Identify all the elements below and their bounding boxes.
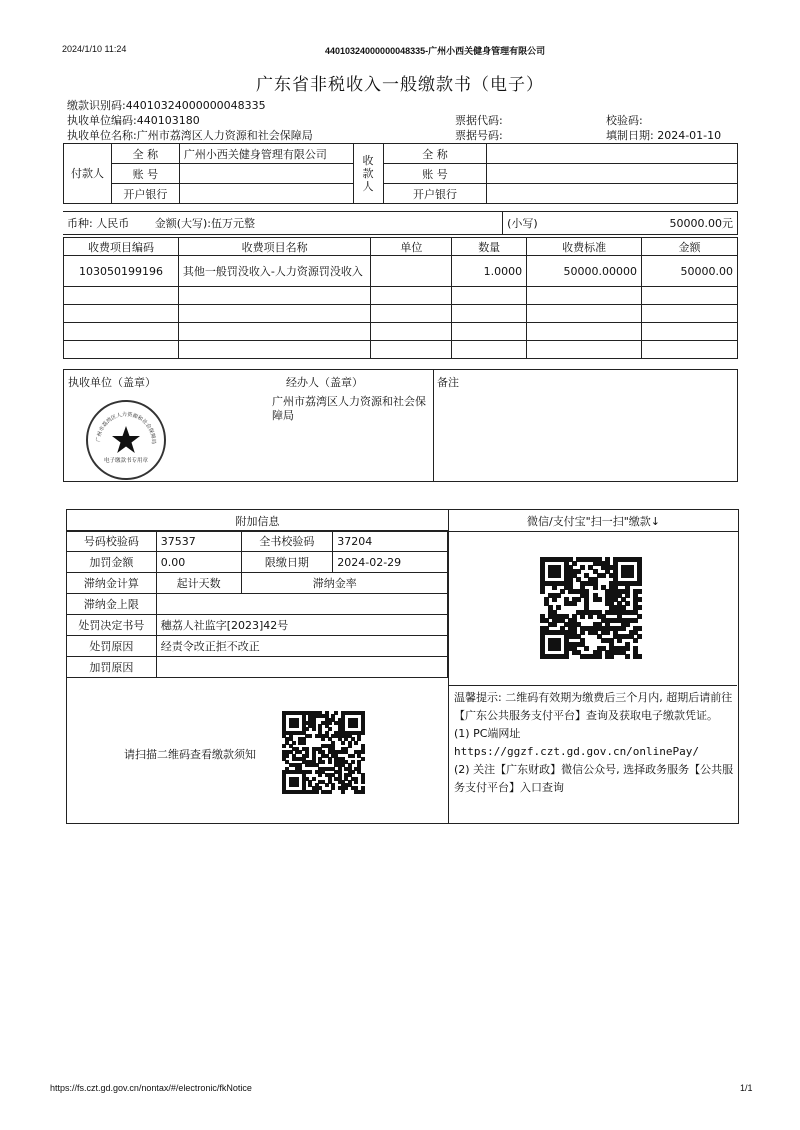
items-table [63,237,738,359]
qr-module [556,573,561,578]
section-divider [448,510,449,823]
qr-module [328,790,332,794]
payee-bank-value [487,184,738,204]
late-rate-label: 滞纳金率 [312,577,357,590]
divider [433,370,434,481]
full-check: 37204 [333,531,448,552]
qr-module [617,638,622,643]
qr-module [633,618,638,623]
payer-side-label: 付款人 [64,144,112,204]
col-header-std: 收费标准 [527,238,642,256]
signoff-section [63,369,738,482]
payee-account-label: 账 号 [383,164,487,184]
remarks-label: 备注 [437,376,459,389]
payee-bank-label: 开户银行 [383,184,487,204]
qr-module [354,741,358,745]
print-datetime: 2024/1/10 11:24 [62,44,127,54]
payee-account-value [487,164,738,184]
late-fee-label: 滞纳金计算 [67,573,157,594]
agency-name: 执收单位名称:广州市荔湾区人力资源和社会保障局 [67,129,313,142]
full-check-label: 全书校验码 [241,531,333,552]
amount-lower-label: (小写) [507,217,538,230]
item-name: 其他一般罚没收入-人力资源罚没收入 [178,256,371,287]
qr-module [361,790,365,794]
qr-module [552,585,557,590]
qr-module [572,601,577,606]
qr-module [633,638,638,643]
payer-bank-label: 开户银行 [111,184,179,204]
currency: 币种: 人民币 [67,217,130,230]
penalty-amount: 0.00 [156,552,241,573]
penalty-amount-label: 加罚金额 [67,552,157,573]
extra-table [66,530,448,678]
qr-module [588,614,593,619]
qr-module [354,724,358,728]
pay-id: 缴款识别码:44010324000000048335 [67,99,266,112]
qr-module [351,754,355,758]
qrpay-header: 微信/支付宝"扫一扫"缴款↓ [526,515,661,528]
qr-module [625,654,630,659]
deadline-label: 限缴日期 [241,552,333,573]
extra-reason-label: 加罚原因 [67,657,157,678]
qr-module [321,760,325,764]
qr-module [597,597,602,602]
qr-module [637,654,642,659]
qr-module [552,622,557,627]
handler-name: 广州市荔湾区人力资源和社会保障局 [272,395,426,422]
qr-module [308,770,312,774]
qr-module [295,783,299,787]
qr-module [605,630,610,635]
deadline: 2024-02-29 [333,552,448,573]
decision: 穗荔人社监字[2023]42号 [156,615,447,636]
num-check: 37537 [156,531,241,552]
qr-module [584,646,589,651]
notice-line-2: (1) PC端网址 [454,727,521,740]
table-row-empty [64,305,738,323]
agency-code: 执收单位编码:440103180 [67,114,200,127]
table-row-empty [64,341,738,359]
doc-title: 广东省非税收入一般缴款书（电子） [256,75,544,95]
qr-module [295,724,299,728]
col-header-code: 收费项目编码 [64,238,179,256]
qr-module [315,790,319,794]
late-cap-label: 滞纳金上限 [67,594,157,615]
notice-line-4: (2) 关注【广东财政】微信公众号, 选择政务服务【公共服务支付平台】入口查询 [454,763,734,794]
notice-qr-code[interactable] [282,711,364,793]
qr-module [341,790,345,794]
payee-name-label: 全 称 [383,144,487,164]
qr-module [318,773,322,777]
scan-notice: 请扫描二维码查看缴款须知 [124,748,256,761]
item-std: 50000.00000 [527,256,642,287]
print-page-title: 44010324000000048335-广州小西关健身管理有限公司 [325,46,546,56]
qr-module [629,573,634,578]
col-header-qty: 数量 [452,238,527,256]
seal-graphic [88,402,164,478]
extra-header: 附加信息 [235,515,280,528]
reason: 经责令改正拒不改正 [156,636,447,657]
payer-account-label: 账 号 [111,164,179,184]
item-unit [371,256,452,287]
payer-bank-value [179,184,353,204]
item-amt: 50000.00 [642,256,738,287]
qr-module [354,780,358,784]
start-days-label: 起计天数 [156,573,241,594]
qr-module [321,737,325,741]
payer-account-value [179,164,353,184]
table-row [64,256,738,287]
print-page-count: 1/1 [740,1083,753,1093]
notice-rule [448,685,737,686]
qr-module [552,597,557,602]
party-table [63,143,738,204]
seal-bottom-text: 电子缴款书专用章 [103,458,149,464]
qr-module [621,626,626,631]
bill-code-label: 票据代码: [455,114,503,127]
amount-upper: 金额(大写):伍万元整 [154,217,255,230]
qr-module [312,727,316,731]
qr-module [341,741,345,745]
bill-no-label: 票据号码: [455,129,503,142]
qr-module [601,573,606,578]
payment-qr-code[interactable] [540,557,641,658]
check-code-label: 校验码: [606,114,643,127]
decision-label: 处罚决定书号 [67,615,157,636]
table-row-empty [64,323,738,341]
payer-name-value: 广州小西关健身管理有限公司 [179,144,353,164]
col-header-amt: 金额 [642,238,738,256]
star-icon [112,426,140,453]
notice-url[interactable]: https://ggzf.czt.gd.gov.cn/onlinePay/ [454,745,700,758]
payment-notice [454,689,734,797]
qr-module [302,741,306,745]
seal-arc-text: 广州市荔湾区人力资源和社会保障局 [95,411,157,445]
qr-module [609,654,614,659]
qr-module [308,734,312,738]
qr-module [637,581,642,586]
amount-lower-value: 50000.00元 [669,217,733,230]
item-qty: 1.0000 [452,256,527,287]
qr-module [361,780,365,784]
qr-module [593,585,598,590]
col-header-name: 收费项目名称 [178,238,371,256]
payer-name-label: 全 称 [111,144,179,164]
qr-module [540,589,545,594]
qr-module [564,654,569,659]
qr-module [282,744,286,748]
reason-label: 处罚原因 [67,636,157,657]
notice-line-1: 温馨提示: 二维码有效期为缴费后三个月内, 超期后请前往【广东公共服务支付平台】查询及获取电子缴款凭证。 [454,691,733,722]
amount-table [63,211,738,235]
qr-module [556,646,561,651]
table-row-empty [64,287,738,305]
official-seal [86,400,166,480]
item-code: 103050199196 [64,256,179,287]
agency-seal-label: 执收单位（盖章） [68,376,156,389]
num-check-label: 号码校验码 [67,531,157,552]
fill-date: 填制日期: 2024-01-10 [606,129,722,142]
payee-side-label: 收款人 [353,144,383,204]
handler-seal-label: 经办人（盖章） [286,376,363,389]
col-header-unit: 单位 [371,238,452,256]
qr-module [328,760,332,764]
payee-name-value [487,144,738,164]
qr-module [597,654,602,659]
qr-module [580,614,585,619]
print-url: https://fs.czt.gd.gov.cn/nontax/#/electronic/fkNotice [50,1083,252,1093]
qr-module [325,783,329,787]
